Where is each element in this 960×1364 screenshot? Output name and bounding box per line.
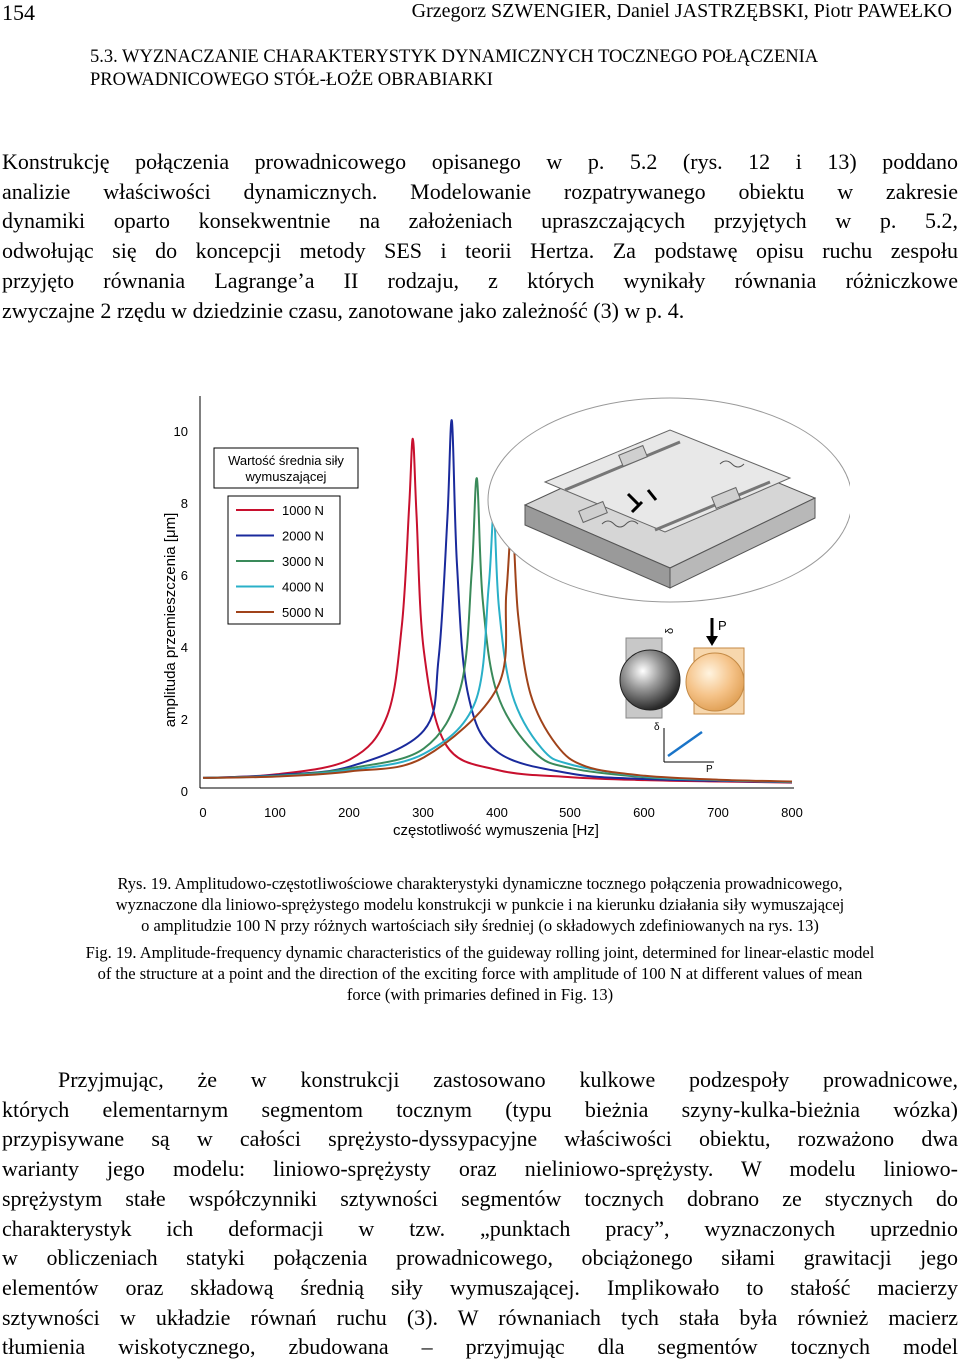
caption-line: force (with primaries defined in Fig. 13)	[346, 985, 614, 1004]
caption-line: wyznaczone dla liniowo-sprężystego modelu konstrukcji w punkcie i na kierunku działania siły wymuszającej	[115, 895, 845, 914]
page-number: 154	[2, 0, 35, 25]
x-tick-label: 100	[264, 805, 286, 820]
caption-line: Fig. 19. Amplitude-frequency dynamic characteristics of the guideway rolling joint, determined for linear-elastic model	[85, 943, 875, 962]
legend-label: 1000 N	[282, 503, 324, 518]
guideway-3d-model	[488, 398, 850, 602]
legend-title: Wartość średnia siły	[228, 453, 344, 468]
x-tick-label: 400	[486, 805, 508, 820]
section-title	[90, 46, 910, 92]
x-tick-label: 0	[199, 805, 207, 820]
paragraph-line: sztywności w układzie równań ruchu (3). W równaniach tych stała była również macierz	[2, 1304, 958, 1330]
y-tick-label: 4	[180, 640, 188, 655]
legend-label: 3000 N	[282, 554, 324, 569]
paragraph-line: analizie właściwości dynamicznych. Modelowanie rozpatrywanego obiektu w zakresie	[2, 178, 958, 204]
legend-title: wymuszającej	[245, 469, 327, 484]
paragraph-line: Konstrukcję połączenia prowadnicowego opisanego w p. 5.2 (rys. 12 i 13) poddano	[2, 149, 958, 174]
force-axis-label: P	[706, 764, 713, 775]
legend	[214, 448, 358, 624]
paragraph-line: charakterystyk ich deformacji w tzw. „punktach pracy”, wyznaczonych uprzednio	[2, 1215, 958, 1241]
y-tick-label: 2	[180, 712, 188, 727]
legend-label: 2000 N	[282, 528, 324, 544]
paragraph-line: sprężystym stałe współczynniki sztywności segmentów tocznych dobrano ze stycznych do	[2, 1185, 958, 1211]
x-tick-label: 600	[633, 805, 655, 820]
stiffness-line	[668, 732, 702, 756]
caption-line: of the structure at a point and the direction of the exciting force with amplitude of 100 N at different values of mean	[97, 964, 863, 983]
paragraph-line: w obliczeniach statyki połączenia prowadnicowego, obciążonego siłami grawitacji jego	[2, 1245, 958, 1271]
y-tick-label: 10	[173, 424, 188, 439]
x-tick-label: 700	[707, 805, 729, 820]
section-title-line: 5.3. WYZNACZANIE CHARAKTERYSTYK DYNAMICZNYCH TOCZNEGO POŁĄCZENIA	[90, 47, 819, 67]
caption-line: Rys. 19. Amplitudowo-częstotliwościowe charakterystyki dynamiczne tocznego połączenia prowadnicowego,	[117, 874, 843, 893]
force-label: P	[718, 618, 727, 633]
hertz-contact-inset	[620, 618, 744, 775]
force-arrowhead-icon	[706, 636, 718, 646]
y-axis-label: amplituda przemieszczenia [μm]	[162, 512, 179, 728]
y-tick-label: 8	[180, 496, 188, 511]
paragraph-line: których elementarnym segmentom tocznym (typu bieżnia szyny-kulka-bieżnia wózka)	[2, 1096, 958, 1122]
paragraph-models	[2, 1065, 958, 1362]
caption-line: o amplitudzie 100 N przy różnych wartościach siły średniej (o składowych zdefiniowanych na rys. 13)	[141, 916, 819, 935]
x-tick-label: 200	[338, 805, 360, 820]
delta-axis-label: δ	[654, 722, 660, 733]
y-tick-label: 6	[180, 568, 188, 583]
paragraph-line: odwołując się do koncepcji metody SES i teorii Hertza. Za podstawę opisu ruchu zespołu	[2, 238, 958, 264]
paragraph-line: Przyjmując, że w konstrukcji zastosowano kulkowe podzespoły prowadnicowe,	[58, 1067, 958, 1092]
figure-caption-en	[0, 942, 960, 1005]
paragraph-line: warianty jego modelu: liniowo-sprężysty oraz nieliniowo-sprężysty. W modelu liniowo-	[2, 1156, 958, 1182]
elastic-ball-icon	[686, 653, 744, 711]
section-title-line: PROWADNICOWEGO STÓŁ-ŁOŻE OBRABIARKI	[90, 70, 493, 90]
x-tick-label: 500	[559, 805, 581, 820]
x-tick-label: 300	[412, 805, 434, 820]
paragraph-line: przyjęto równania Lagrange’a II rodzaju, z których wynikały równania różniczkowe	[2, 267, 958, 293]
paragraph-line: dynamiki oparto konsekwentnie na założeniach upraszczających przyjętych w p. 5.2,	[2, 208, 958, 234]
delta-label: δ	[664, 627, 676, 634]
paragraph-line: tłumienia wiskotycznego, zbudowana – przyjmując dla segmentów tocznych model	[2, 1334, 958, 1360]
y-tick-label: 0	[180, 784, 188, 799]
x-tick-label: 800	[781, 805, 803, 820]
legend-label: 4000 N	[282, 579, 324, 595]
paragraph-line: zwyczajne 2 rzędu w dziedzinie czasu, zanotowane jako zależność (3) w p. 4.	[2, 297, 685, 323]
running-header-authors: Grzegorz SZWENGIER, Daniel JASTRZĘBSKI, Piotr PAWEŁKO	[411, 0, 952, 22]
figure-19	[150, 390, 850, 850]
figure-caption-pl	[0, 873, 960, 936]
paragraph-line: elementów oraz składową średnią siły wymuszającej. Implikowało to stałość macierzy	[2, 1274, 958, 1300]
x-axis-label: częstotliwość wymuszenia [Hz]	[393, 822, 599, 839]
paragraph-line: przypisywane są w całości sprężysto-dyssypacyjne właściwości obiektu, rozważono dwa	[2, 1126, 958, 1152]
amplitude-frequency-chart	[150, 390, 850, 850]
steel-ball-icon	[620, 650, 680, 710]
paragraph-intro	[2, 147, 958, 325]
legend-label: 5000 N	[282, 605, 324, 620]
